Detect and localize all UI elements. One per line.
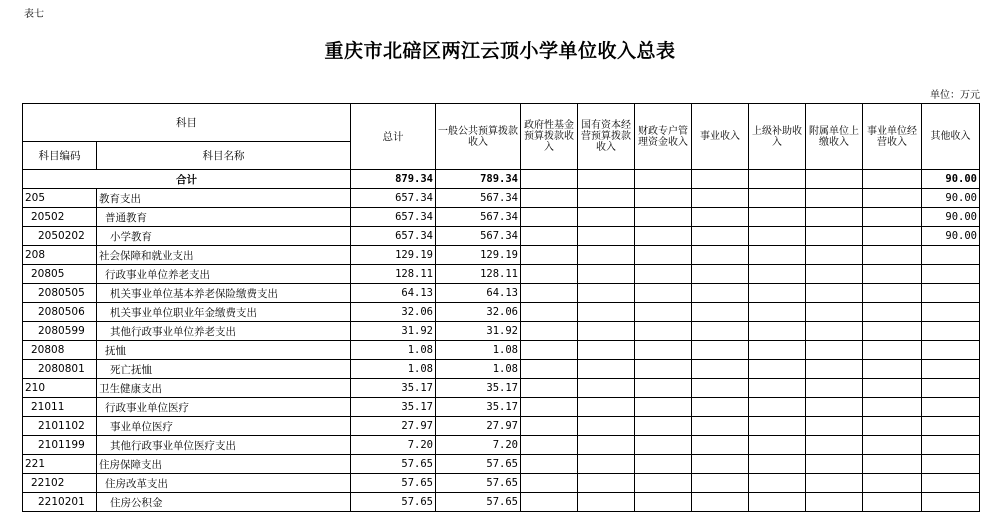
row-code: 2080506 [23, 303, 97, 322]
row-total: 657.34 [351, 208, 436, 227]
row-total: 57.65 [351, 474, 436, 493]
row-general: 31.92 [436, 322, 521, 341]
row-general: 1.08 [436, 341, 521, 360]
row-other [922, 455, 980, 474]
table-row [23, 360, 980, 379]
page-title: 重庆市北碚区两江云顶小学单位收入总表 [324, 40, 676, 62]
table-row [23, 341, 980, 360]
header-subject: 科目 [23, 104, 351, 142]
row-total: 1.08 [351, 341, 436, 360]
row-total: 1.08 [351, 360, 436, 379]
row-other [922, 284, 980, 303]
row-name: 其他行政事业单位医疗支出 [97, 436, 351, 455]
row-general: 35.17 [436, 379, 521, 398]
row-general: 64.13 [436, 284, 521, 303]
table-row [23, 379, 980, 398]
row-code: 20808 [23, 341, 97, 360]
row-code: 22102 [23, 474, 97, 493]
row-other [922, 379, 980, 398]
row-name: 死亡抚恤 [97, 360, 351, 379]
header-business-income: 事业收入 [692, 104, 749, 170]
row-name: 卫生健康支出 [97, 379, 351, 398]
table-row [23, 474, 980, 493]
row-code: 2050202 [23, 227, 97, 246]
row-other [922, 436, 980, 455]
row-code: 20805 [23, 265, 97, 284]
row-name: 行政事业单位医疗 [97, 398, 351, 417]
header-subject-name: 科目名称 [97, 142, 351, 170]
row-general: 35.17 [436, 398, 521, 417]
row-code: 205 [23, 189, 97, 208]
total-other: 90.00 [922, 170, 980, 189]
row-name: 抚恤 [97, 341, 351, 360]
table-row [23, 417, 980, 436]
header-general-budget: 一般公共预算拨款收入 [436, 104, 521, 170]
row-total: 657.34 [351, 189, 436, 208]
row-total: 27.97 [351, 417, 436, 436]
row-general: 1.08 [436, 360, 521, 379]
row-other [922, 265, 980, 284]
total-row [23, 170, 980, 189]
row-total: 657.34 [351, 227, 436, 246]
row-general: 57.65 [436, 474, 521, 493]
row-code: 2080599 [23, 322, 97, 341]
header-superior-subsidy: 上级补助收入 [749, 104, 806, 170]
row-other [922, 417, 980, 436]
row-other [922, 341, 980, 360]
table-row [23, 493, 980, 512]
table-row [23, 208, 980, 227]
row-other [922, 246, 980, 265]
table-row [23, 398, 980, 417]
row-general: 129.19 [436, 246, 521, 265]
row-total: 31.92 [351, 322, 436, 341]
row-total: 57.65 [351, 455, 436, 474]
row-name: 机关事业单位职业年金缴费支出 [97, 303, 351, 322]
row-name: 住房保障支出 [97, 455, 351, 474]
table-row [23, 322, 980, 341]
header-affiliated-unit: 附属单位上缴收入 [806, 104, 863, 170]
header-subject-code: 科目编码 [23, 142, 97, 170]
header-state-capital: 国有资本经营预算拨款收入 [578, 104, 635, 170]
row-code: 2080801 [23, 360, 97, 379]
header-operation-income: 事业单位经营收入 [863, 104, 922, 170]
row-name: 其他行政事业单位养老支出 [97, 322, 351, 341]
row-total: 7.20 [351, 436, 436, 455]
table-row [23, 189, 980, 208]
row-name: 社会保障和就业支出 [97, 246, 351, 265]
table-row [23, 246, 980, 265]
row-other [922, 493, 980, 512]
table-row [23, 303, 980, 322]
row-general: 57.65 [436, 455, 521, 474]
row-other: 90.00 [922, 208, 980, 227]
header-other-income: 其他收入 [922, 104, 980, 170]
table-number-tag: 表七 [24, 9, 44, 20]
row-general: 27.97 [436, 417, 521, 436]
row-name: 行政事业单位养老支出 [97, 265, 351, 284]
row-general: 57.65 [436, 493, 521, 512]
total-general: 789.34 [436, 170, 521, 189]
row-other [922, 360, 980, 379]
row-other: 90.00 [922, 227, 980, 246]
row-other [922, 398, 980, 417]
row-code: 208 [23, 246, 97, 265]
row-code: 221 [23, 455, 97, 474]
table-row [23, 265, 980, 284]
row-name: 普通教育 [97, 208, 351, 227]
table-row [23, 455, 980, 474]
row-total: 32.06 [351, 303, 436, 322]
row-total: 35.17 [351, 398, 436, 417]
row-general: 128.11 [436, 265, 521, 284]
income-summary-table [22, 103, 980, 512]
row-code: 2101199 [23, 436, 97, 455]
row-name: 小学教育 [97, 227, 351, 246]
row-total: 128.11 [351, 265, 436, 284]
table-row [23, 436, 980, 455]
row-general: 567.34 [436, 208, 521, 227]
row-general: 567.34 [436, 189, 521, 208]
row-total: 35.17 [351, 379, 436, 398]
row-code: 2080505 [23, 284, 97, 303]
row-general: 7.20 [436, 436, 521, 455]
row-name: 事业单位医疗 [97, 417, 351, 436]
row-name: 住房改革支出 [97, 474, 351, 493]
row-other [922, 322, 980, 341]
row-code: 210 [23, 379, 97, 398]
row-name: 教育支出 [97, 189, 351, 208]
row-total: 57.65 [351, 493, 436, 512]
table-row [23, 284, 980, 303]
row-name: 机关事业单位基本养老保险缴费支出 [97, 284, 351, 303]
row-code: 2210201 [23, 493, 97, 512]
row-other [922, 474, 980, 493]
row-other [922, 303, 980, 322]
row-total: 64.13 [351, 284, 436, 303]
row-other: 90.00 [922, 189, 980, 208]
row-code: 20502 [23, 208, 97, 227]
total-sum: 879.34 [351, 170, 436, 189]
total-label: 合计 [23, 170, 351, 189]
header-fiscal-account: 财政专户管理资金收入 [635, 104, 692, 170]
header-total: 总计 [351, 104, 436, 170]
header-gov-fund: 政府性基金预算拨款收入 [521, 104, 578, 170]
row-general: 32.06 [436, 303, 521, 322]
unit-label: 单位：万元 [930, 90, 980, 101]
table-row [23, 227, 980, 246]
row-code: 2101102 [23, 417, 97, 436]
row-code: 21011 [23, 398, 97, 417]
row-name: 住房公积金 [97, 493, 351, 512]
row-general: 567.34 [436, 227, 521, 246]
row-total: 129.19 [351, 246, 436, 265]
